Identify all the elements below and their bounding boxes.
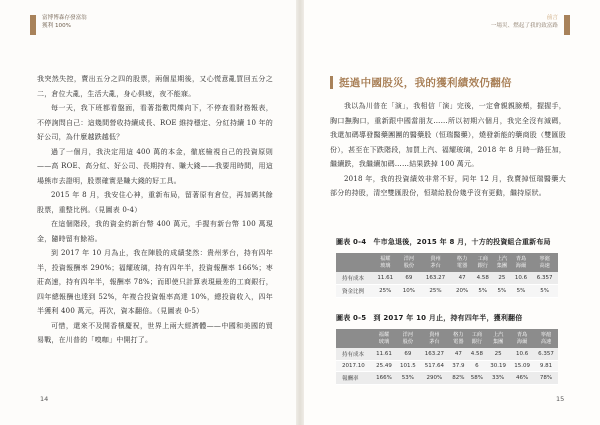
table-cell: 47 (449, 348, 468, 361)
table-corner-cell (336, 253, 372, 272)
table-cell: 9.81 (534, 361, 558, 372)
table-cell: 163.27 (420, 348, 449, 361)
portfolio-table-0-4 (336, 253, 558, 298)
left-page-number: 14 (40, 395, 49, 403)
table-cell: 5% (493, 285, 511, 298)
left-header-subtitle: 獲利 100% (42, 22, 71, 29)
paragraph: 到 2017 年 10 月為止，我在陣股的成績斐然：貴州茅台，持有四年半，投資報酬率 290%；福耀玻璃，持有四年半，投資報酬率 166%；枣莊高速，持有四年半，報酬率 78%；而即使只計算表現最差的工商銀行，四年總報酬也達到 52%，年複合投資報率高達 10%，總投資收入，四年半獲利 400 萬元，再次，資本翻倍。（見圖表 0-5） (37, 249, 273, 315)
paragraph: 每一天，我下班都看盤面，看著指數閃爍向下，不停查看財務報表，不停詢問自己：這幾間營收持續成長、ROE 維持穩定、分紅持續 10 年的好公司，為什麼越跌越低？ (37, 104, 273, 141)
table-cell: 25 (486, 348, 510, 361)
heading-accent-bar (330, 76, 333, 89)
paragraph: 我突然失控，賣出五分之四的股票，兩個星期後，又心慌意亂買回五分之二，倉位大亂，生活大亂，身心俱疲，夜不能寐。 (37, 75, 273, 98)
table-cell: 5% (531, 285, 558, 298)
left-running-header (30, 15, 87, 37)
paragraph: 過了一個月，我決定用這 400 萬的本金，徹底檢視自己的投資原則——高 ROE、高分紅、好公司、長期持有、賺大錢——我要用時間，用這場熊市去證明，股票確實是賺大錢的好工具。 (37, 147, 273, 185)
paragraph: 可惜，還來不及開香檳慶祝，世界上兩大經濟體——中國和美國的貿易戰，在川普的「嗅咖」中開打了。 (37, 321, 273, 344)
table-cell: 20% (452, 285, 473, 298)
left-page-body (37, 72, 273, 348)
column-header: 貴州 茅台 (420, 329, 449, 348)
column-header: 格力 電器 (449, 329, 468, 348)
table-title: 圖表 0-5 到 2017 年 10 月止，持有四年半，獲利翻倍 (336, 314, 523, 322)
book-gutter (296, 0, 304, 425)
table-corner-cell (336, 329, 372, 348)
table-cell: 5% (472, 285, 493, 298)
table-cell: 25% (419, 285, 452, 298)
section-heading (330, 75, 512, 90)
table-header-row (336, 329, 558, 348)
column-header: 福耀 玻璃 (372, 329, 396, 348)
table-cell: 25 (493, 272, 511, 285)
table-row (336, 372, 558, 385)
left-header-title: 富博博森存發富翁 (42, 15, 87, 21)
column-header: 洋河 股份 (396, 329, 420, 348)
table-cell: 6.357 (534, 348, 558, 361)
column-header: 寧滬 高速 (531, 253, 558, 272)
row-label: 持有成本 (336, 348, 372, 361)
row-label: 報酬率 (336, 372, 372, 385)
row-label: 資金比例 (336, 285, 372, 298)
column-header: 上汽 集團 (486, 329, 510, 348)
table-cell: 10% (399, 285, 420, 298)
table-cell: 82% (449, 372, 468, 385)
right-header-title: 前言 (546, 15, 558, 21)
table-cell: 69 (396, 348, 420, 361)
table-row (336, 272, 558, 285)
table-cell: 4.58 (472, 272, 493, 285)
right-page-body (330, 99, 566, 201)
row-label: 持有成本 (336, 272, 372, 285)
table-cell: 25.49 (372, 361, 396, 372)
column-header: 洋河 股份 (399, 253, 420, 272)
table-cell: 101.5 (396, 361, 420, 372)
table-cell: 163.27 (419, 272, 452, 285)
header-accent-bar (30, 15, 36, 35)
table-cell: 6.357 (531, 272, 558, 285)
table-cell: 46% (510, 372, 534, 385)
table-cell: 15.09 (510, 361, 534, 372)
column-header: 青島 海爾 (511, 253, 532, 272)
table-title: 圖表 0-4 牛市急退後，2015 年 8 月，十方的投資組合重新布局 (336, 238, 551, 246)
column-header: 貴州 茅台 (419, 253, 452, 272)
table-cell: 78% (534, 372, 558, 385)
table-cell: 10.6 (511, 272, 532, 285)
section-title: 挺過中國股災，我的獲利績效仍翻倍 (339, 77, 512, 89)
table-row (336, 361, 558, 372)
column-header: 青島 海爾 (510, 329, 534, 348)
table-row (336, 348, 558, 361)
column-header: 福耀 玻璃 (372, 253, 399, 272)
table-cell: 25% (372, 285, 399, 298)
right-running-header (491, 15, 570, 37)
returns-table-0-5 (336, 329, 558, 385)
table-cell: 37.9 (449, 361, 468, 372)
table-cell: 517.64 (420, 361, 449, 372)
column-header: 工商 銀行 (472, 253, 493, 272)
column-header: 上汽 集團 (493, 253, 511, 272)
paragraph: 我以為川普在「演」，我相信「演」完後，一定會親親臉頰，握握手，胸口撫胸口，重新跟中國當朋友……所以初期六個月，我完全沒有減碼，我還加碼導發醫藥團團的醫藥股（恒瑞醫藥），燒發新能的藥商股（雙匯股份），甚至在下跌階段，加買上汽、福耀玻璃，2018 年 8 月時一路狂加，繼續跌，我繼續加碼……結果跌掉 100 萬元。 (330, 102, 566, 168)
right-header-subtitle: 一場災、燃起了我的致富路 (490, 22, 558, 29)
table-cell: 166% (372, 372, 396, 385)
table-cell: 53% (396, 372, 420, 385)
row-label: 2017.10 (336, 361, 372, 372)
table-cell: 6 (468, 361, 487, 372)
table-cell: 33% (486, 372, 510, 385)
column-header: 寧滬 高速 (534, 329, 558, 348)
table-cell: 47 (452, 272, 473, 285)
table-cell: 69 (399, 272, 420, 285)
column-header: 工商 銀行 (468, 329, 487, 348)
table-cell: 11.61 (372, 348, 396, 361)
table-cell: 30.19 (486, 361, 510, 372)
table-cell: 58% (468, 372, 487, 385)
table-cell: 10.6 (510, 348, 534, 361)
header-accent-bar (564, 15, 570, 35)
paragraph: 在這個階段，我的資金約新台幣 400 萬元，手握有新台幣 100 萬現金，隨時留有餘裕。 (37, 220, 273, 243)
table-cell: 11.61 (372, 272, 399, 285)
right-page-number: 15 (556, 395, 565, 403)
paragraph: 2018 年，我的投資績效非常不好，同年 12 月，我賣掉恒瑞醫藥大部分的持股，清空雙匯股份，恒瑞給股份幾乎沒有更動，繼持原狀。 (330, 174, 566, 197)
paragraph: 2015 年 8 月，我安住心神，重新布局，留著原有倉位，再加碼其餘股票，重整比例。（見圖表 0-4） (37, 191, 273, 214)
table-cell: 4.58 (468, 348, 487, 361)
table-cell: 290% (420, 372, 449, 385)
table-cell: 5% (511, 285, 532, 298)
column-header: 格力 電器 (452, 253, 473, 272)
table-header-row (336, 253, 558, 272)
table-row (336, 285, 558, 298)
